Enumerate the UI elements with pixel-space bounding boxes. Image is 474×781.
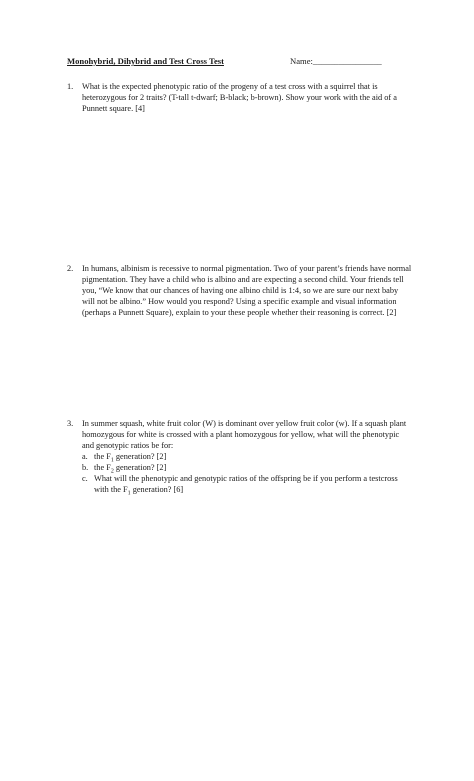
question-3b-label: b. <box>82 463 89 472</box>
question-3b-text-post: generation? [2] <box>113 463 167 472</box>
question-3c-text-post: generation? [6] <box>130 485 184 494</box>
question-2-number: 2. <box>67 264 74 273</box>
question-3a-subscript: 1 <box>110 457 114 464</box>
name-field-label: Name:________________ <box>290 56 382 66</box>
question-2-text: In humans, albinism is recessive to normal pigmentation. Two of your parent’s friends have normal pigmentation. They have a child who is albino and are expecting a second child. Your friends tell you, “We know that our chances of having one albino child is 1:4, so we are sure our next baby will not be albino.” How would you respond? Using a specific example and visual information (perhaps a Punnett Square), explain to your these people whether their reasoning is correct. [2] <box>82 264 412 317</box>
question-3 <box>67 418 412 495</box>
question-3c-label: c. <box>82 474 88 483</box>
question-3a-text-pre: the F <box>94 452 111 461</box>
test-header <box>67 56 407 72</box>
question-2 <box>67 263 412 318</box>
question-1 <box>67 81 412 114</box>
question-3b-subscript: 2 <box>110 468 114 475</box>
question-3c-subscript: 1 <box>127 490 131 497</box>
question-3b <box>82 462 412 473</box>
question-1-text: What is the expected phenotypic ratio of the progeny of a test cross with a squirrel that is heterozygous for 2 traits? (T-tall t-dwarf; B-black; b-brown). Show your work with the aid of a Punnett square. [4] <box>82 82 397 113</box>
question-3a <box>82 451 412 462</box>
question-3-number: 3. <box>67 419 74 428</box>
question-3-subparts <box>82 451 412 495</box>
question-3a-text-post: generation? [2] <box>113 452 167 461</box>
test-title: Monohybrid, Dihybrid and Test Cross Test <box>67 56 224 66</box>
question-3-text: In summer squash, white fruit color (W) is dominant over yellow fruit color (w). If a squash plant homozygous for white is crossed with a plant homozygous for yellow, what will the phenotypic and genotypic ratios be for: <box>82 419 407 450</box>
question-3c <box>82 473 412 495</box>
question-3c-text-pre: What will the phenotypic and genotypic ratios of the offspring be if you perform a testcross with the F <box>94 474 398 494</box>
question-1-number: 1. <box>67 82 74 91</box>
question-3a-label: a. <box>82 452 88 461</box>
question-3b-text-pre: the F <box>94 463 111 472</box>
